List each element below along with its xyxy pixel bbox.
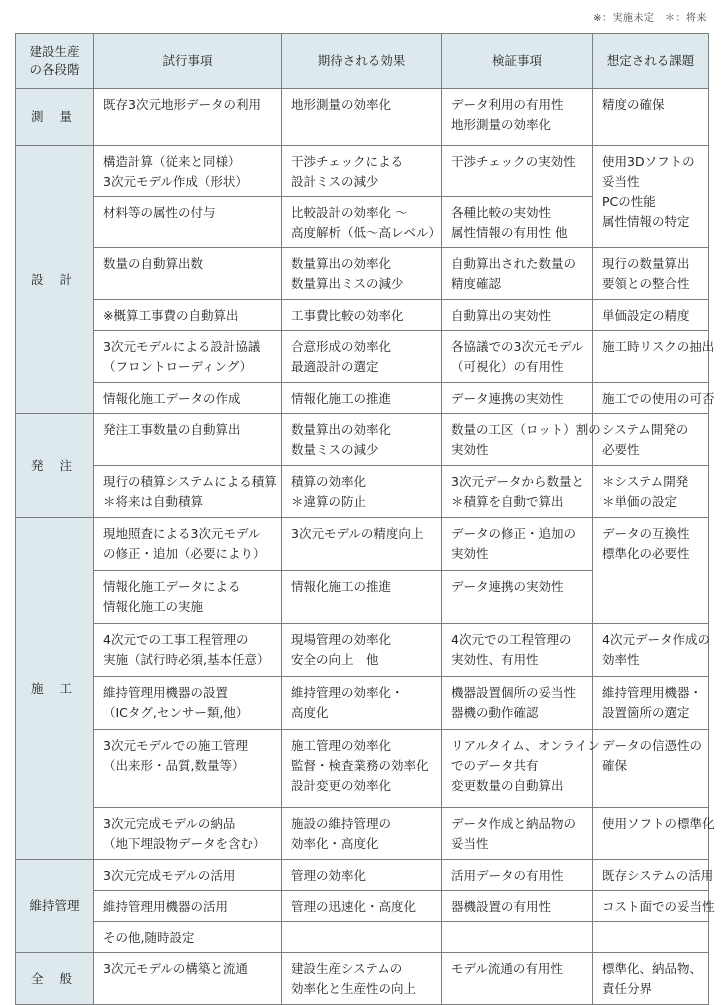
trial-cell: 4次元での工事工程管理の 実施（試行時必須,基本任意） bbox=[94, 624, 282, 677]
effect-cell bbox=[282, 922, 442, 953]
header-trial: 試行事項 bbox=[94, 34, 282, 89]
verification-cell: データ利用の有用性 地形測量の効率化 bbox=[442, 89, 593, 146]
table-row bbox=[16, 624, 709, 677]
legend-note: ※：実施未定 ＊：将来 bbox=[593, 13, 707, 24]
verification-cell: データ作成と納品物の 妥当性 bbox=[442, 808, 593, 860]
table-row bbox=[16, 730, 709, 808]
effect-cell: 合意形成の効率化 最適設計の選定 bbox=[282, 331, 442, 383]
table-row bbox=[16, 808, 709, 860]
header-row bbox=[16, 34, 709, 89]
effect-cell: 管理の効率化 bbox=[282, 860, 442, 891]
stage-design: 設 計 bbox=[16, 146, 94, 414]
verification-cell: 機器設置個所の妥当性 器機の動作確認 bbox=[442, 677, 593, 730]
effect-cell: 情報化施工の推進 bbox=[282, 571, 442, 624]
table-row bbox=[16, 922, 709, 953]
stage-survey: 測 量 bbox=[16, 89, 94, 146]
issue-cell: 標準化、納品物、 責任分界 bbox=[593, 953, 709, 1005]
issue-cell: 単価設定の精度 bbox=[593, 300, 709, 331]
trial-cell: 3次元モデルでの施工管理 （出来形・品質,数量等） bbox=[94, 730, 282, 808]
effect-cell: 施設の維持管理の 効率化・高度化 bbox=[282, 808, 442, 860]
effect-cell: 干渉チェックによる 設計ミスの減少 bbox=[282, 146, 442, 197]
trial-cell: 3次元モデルによる設計協議 （フロントローディング） bbox=[94, 331, 282, 383]
stage-general: 全 般 bbox=[16, 953, 94, 1005]
verification-cell: 干渉チェックの実効性 bbox=[442, 146, 593, 197]
table-row bbox=[16, 860, 709, 891]
table-row bbox=[16, 953, 709, 1005]
trial-cell: その他,随時設定 bbox=[94, 922, 282, 953]
cim-trial-table bbox=[15, 33, 715, 1005]
issue-cell: 使用3Dソフトの 妥当性 PCの性能 属性情報の特定 bbox=[593, 146, 709, 248]
verification-cell: データ連携の実効性 bbox=[442, 571, 593, 624]
header-verification: 検証事項 bbox=[442, 34, 593, 89]
stage-order: 発 注 bbox=[16, 414, 94, 518]
table-row bbox=[16, 331, 709, 383]
verification-cell: 3次元データから数量と ＊積算を自動で算出 bbox=[442, 466, 593, 518]
issue-cell: 4次元データ作成の 効率性 bbox=[593, 624, 709, 677]
issue-cell: システム開発の 必要性 bbox=[593, 414, 709, 466]
issue-cell: 維持管理用機器・ 設置箇所の選定 bbox=[593, 677, 709, 730]
effect-cell: 積算の効率化 ＊違算の防止 bbox=[282, 466, 442, 518]
trial-cell: 数量の自動算出数 bbox=[94, 248, 282, 300]
trial-cell: 3次元完成モデルの納品 （地下埋設物データを含む） bbox=[94, 808, 282, 860]
table-row bbox=[16, 414, 709, 466]
effect-cell: 数量算出の効率化 数量ミスの減少 bbox=[282, 414, 442, 466]
verification-cell: 4次元での工程管理の 実効性、有用性 bbox=[442, 624, 593, 677]
table-row bbox=[16, 248, 709, 300]
header-stage: 建設生産 の各段階 bbox=[16, 34, 94, 89]
effect-cell: 情報化施工の推進 bbox=[282, 383, 442, 414]
verification-cell: データの修正・追加の 実効性 bbox=[442, 518, 593, 571]
issue-cell: データの互換性 標準化の必要性 bbox=[593, 518, 709, 624]
issue-cell: ＊システム開発 ＊単価の設定 bbox=[593, 466, 709, 518]
verification-cell: 活用データの有用性 bbox=[442, 860, 593, 891]
trial-cell: 維持管理用機器の設置 （ICタグ,センサー類,他） bbox=[94, 677, 282, 730]
verification-cell: 器機設置の有用性 bbox=[442, 891, 593, 922]
issue-cell: 施工での使用の可否 bbox=[593, 383, 709, 414]
issue-cell: データの信憑性の 確保 bbox=[593, 730, 709, 808]
trial-cell: 材料等の属性の付与 bbox=[94, 197, 282, 248]
table-row bbox=[16, 89, 709, 146]
verification-cell: 数量の工区（ロット）割の 実効性 bbox=[442, 414, 593, 466]
issue-cell: コスト面での妥当性 bbox=[593, 891, 709, 922]
trial-cell: 現地照査による3次元モデル の修正・追加（必要により） bbox=[94, 518, 282, 571]
verification-cell bbox=[442, 922, 593, 953]
verification-cell: データ連携の実効性 bbox=[442, 383, 593, 414]
table-row bbox=[16, 518, 709, 571]
verification-cell: 自動算出された数量の 精度確認 bbox=[442, 248, 593, 300]
trial-cell: 構造計算（従来と同様） 3次元モデル作成（形状） bbox=[94, 146, 282, 197]
trial-cell: 情報化施工データによる 情報化施工の実施 bbox=[94, 571, 282, 624]
stage-construction: 施 工 bbox=[16, 518, 94, 860]
trial-cell: 発注工事数量の自動算出 bbox=[94, 414, 282, 466]
table-row bbox=[16, 466, 709, 518]
trial-cell: 現行の積算システムによる積算 ＊将来は自動積算 bbox=[94, 466, 282, 518]
verification-cell: モデル流通の有用性 bbox=[442, 953, 593, 1005]
header-issue: 想定される課題 bbox=[593, 34, 709, 89]
table-row bbox=[16, 383, 709, 414]
trial-cell: ※概算工事費の自動算出 bbox=[94, 300, 282, 331]
stage-maintenance: 維持管理 bbox=[16, 860, 94, 953]
issue-cell: 施工時リスクの抽出 bbox=[593, 331, 709, 383]
header-effect: 期待される効果 bbox=[282, 34, 442, 89]
issue-cell: 現行の数量算出 要領との整合性 bbox=[593, 248, 709, 300]
issue-cell bbox=[593, 922, 709, 953]
effect-cell: 3次元モデルの精度向上 bbox=[282, 518, 442, 571]
table-row bbox=[16, 891, 709, 922]
table-row bbox=[16, 300, 709, 331]
effect-cell: 施工管理の効率化 監督・検査業務の効率化 設計変更の効率化 bbox=[282, 730, 442, 808]
table-row bbox=[16, 677, 709, 730]
trial-cell: 3次元モデルの構築と流通 bbox=[94, 953, 282, 1005]
trial-cell: 3次元完成モデルの活用 bbox=[94, 860, 282, 891]
trial-cell: 情報化施工データの作成 bbox=[94, 383, 282, 414]
effect-cell: 比較設計の効率化 ～ 高度解析（低～高レベル） bbox=[282, 197, 442, 248]
effect-cell: 数量算出の効率化 数量算出ミスの減少 bbox=[282, 248, 442, 300]
trial-cell: 既存3次元地形データの利用 bbox=[94, 89, 282, 146]
effect-cell: 現場管理の効率化 安全の向上 他 bbox=[282, 624, 442, 677]
trial-cell: 維持管理用機器の活用 bbox=[94, 891, 282, 922]
effect-cell: 管理の迅速化・高度化 bbox=[282, 891, 442, 922]
verification-cell: リアルタイム、オンライン でのデータ共有 変更数量の自動算出 bbox=[442, 730, 593, 808]
issue-cell: 使用ソフトの標準化 bbox=[593, 808, 709, 860]
effect-cell: 工事費比較の効率化 bbox=[282, 300, 442, 331]
verification-cell: 各種比較の実効性 属性情報の有用性 他 bbox=[442, 197, 593, 248]
verification-cell: 自動算出の実効性 bbox=[442, 300, 593, 331]
verification-cell: 各協議での3次元モデル （可視化）の有用性 bbox=[442, 331, 593, 383]
table-row bbox=[16, 146, 709, 197]
effect-cell: 維持管理の効率化・ 高度化 bbox=[282, 677, 442, 730]
effect-cell: 地形測量の効率化 bbox=[282, 89, 442, 146]
issue-cell: 既存システムの活用 bbox=[593, 860, 709, 891]
effect-cell: 建設生産システムの 効率化と生産性の向上 bbox=[282, 953, 442, 1005]
issue-cell: 精度の確保 bbox=[593, 89, 709, 146]
